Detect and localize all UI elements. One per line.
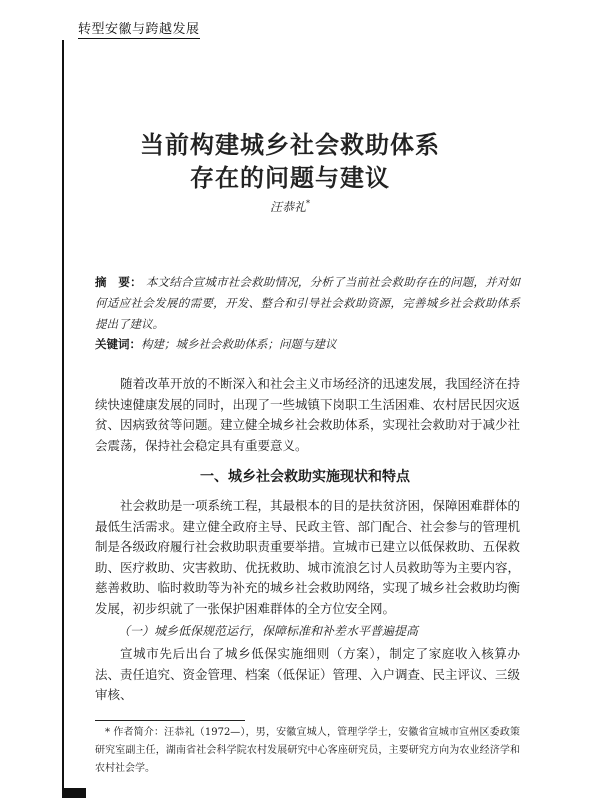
abstract-label: 摘 要： <box>95 275 142 289</box>
keywords-text: 构建；城乡社会救助体系；问题与建议 <box>141 337 337 351</box>
page-corner-mark <box>62 788 86 798</box>
author-name <box>270 198 310 215</box>
article-title-line-2: 存在的问题与建议 <box>190 163 390 192</box>
author-footnote-mark: * <box>306 199 311 208</box>
section-1-paragraph: 社会救助是一项系统工程，其最根本的目的是扶贫济困，保障困难群体的最低生活需求。建立健全政府主导、民政主管、部门配合、社会参与的管理机制是各级政府履行社会救助职责重要举措。宣城市已建立以低保救助、五保救助、医疗救助、灾害救助、优抚救助、城市流浪乞讨人员救助等为主要内容，慈善救助、临时救助等为补充的城乡社会救助网络，实现了城乡社会救助均衡发展，初步织就了一张保护困难群体的全方位安全网。 <box>95 498 521 616</box>
author-name-text: 汪恭礼 <box>270 200 307 214</box>
subsection-1-paragraph: 宣城市先后出台了城乡低保实施细则（方案），制定了家庭收入核算办法、责任追究、资金管理、档案（低保证）管理、入户调查、民主评议、三级审核、 <box>95 646 521 702</box>
footnote-divider <box>95 720 245 721</box>
intro-paragraph: 随着改革开放的不断深入和社会主义市场经济的迅速发展，我国经济在持续快速健康发展的同时，出现了一些城镇下岗职工生活困难、农村居民因灾返贫、因病致贫等问题。建立健全城乡社会救助体系，实现社会救助对于减少社会震荡，保持社会稳定具有重要意义。 <box>95 376 521 453</box>
subsection-heading-1: （一）城乡低保规范运行，保障标准和补差水平普遍提高 <box>118 624 419 638</box>
author-footnote: * 作者简介：汪恭礼（1972—），男，安徽宣城人，管理学学士，安徽省宣城市宣州区委政策研究室副主任，湖南省社会科学院农村发展研究中心客座研究员，主要研究方向为农业经济学和农村社会学。 <box>95 727 520 774</box>
keywords <box>95 336 520 352</box>
section-heading-1: 一、城乡社会救助实施现状和特点 <box>200 469 410 485</box>
abstract <box>95 272 520 335</box>
article-title-line-1: 当前构建城乡社会救助体系 <box>140 130 440 159</box>
left-margin-rule <box>62 40 64 792</box>
keywords-label: 关键词： <box>95 337 141 351</box>
abstract-text: 本文结合宣城市社会救助情况，分析了当前社会救助存在的问题，并对如何适应社会发展的需要，开发、整合和引导社会救助资源，完善城乡社会救助体系提出了建议。 <box>95 275 521 331</box>
journal-section-header: 转型安徽与跨越发展 <box>78 18 200 39</box>
